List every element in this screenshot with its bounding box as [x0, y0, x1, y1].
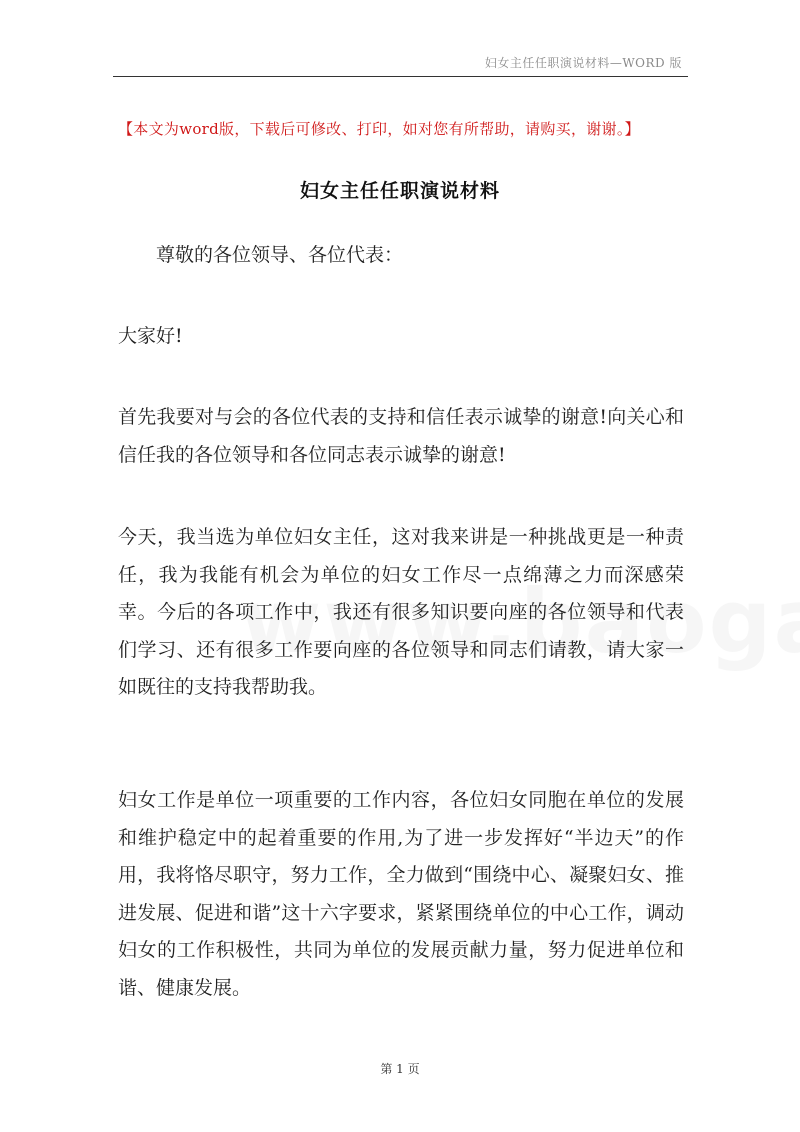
- paragraph: 首先我要对与会的各位代表的支持和信任表示诚挚的谢意!向关心和信任我的各位领导和各位同志表示诚挚的谢意!: [118, 406, 684, 466]
- purchase-notice: 【本文为word版，下载后可修改、打印，如对您有所帮助，请购买，谢谢。】: [118, 120, 640, 138]
- greeting-line: 大家好!: [118, 325, 183, 347]
- salutation: 尊敬的各位领导、各位代表：: [156, 244, 404, 266]
- paragraph: 今天，我当选为单位妇女主任，这对我来讲是一种挑战更是一种责任，我为我能有机会为单位的妇女工作尽一点绵薄之力而深感荣幸。今后的各项工作中，我还有很多知识要向座的各位领导和代表们学习、还有很多工作要向座的各位领导和同志们请教，请大家一如既往的支持我帮助我。: [118, 526, 684, 698]
- document-title: 妇女主任任职演说材料: [299, 180, 500, 202]
- paragraph: 妇女工作是单位一项重要的工作内容，各位妇女同胞在单位的发展和维护稳定中的起着重要的作用,为了进一步发挥好“半边天”的作用，我将恪尽职守，努力工作，全力做到“围绕中心、凝聚妇女、推进发展、促进和谐”这十六字要求，紧紧围绕单位的中心工作，调动妇女的工作积极性，共同为单位的发展贡献力量，努力促进单位和谐、健康发展。: [118, 789, 684, 999]
- header-divider: [113, 76, 688, 77]
- running-header: 妇女主任任职演说材料—WORD 版: [484, 56, 682, 70]
- page-number: 第 1 页: [380, 1062, 420, 1076]
